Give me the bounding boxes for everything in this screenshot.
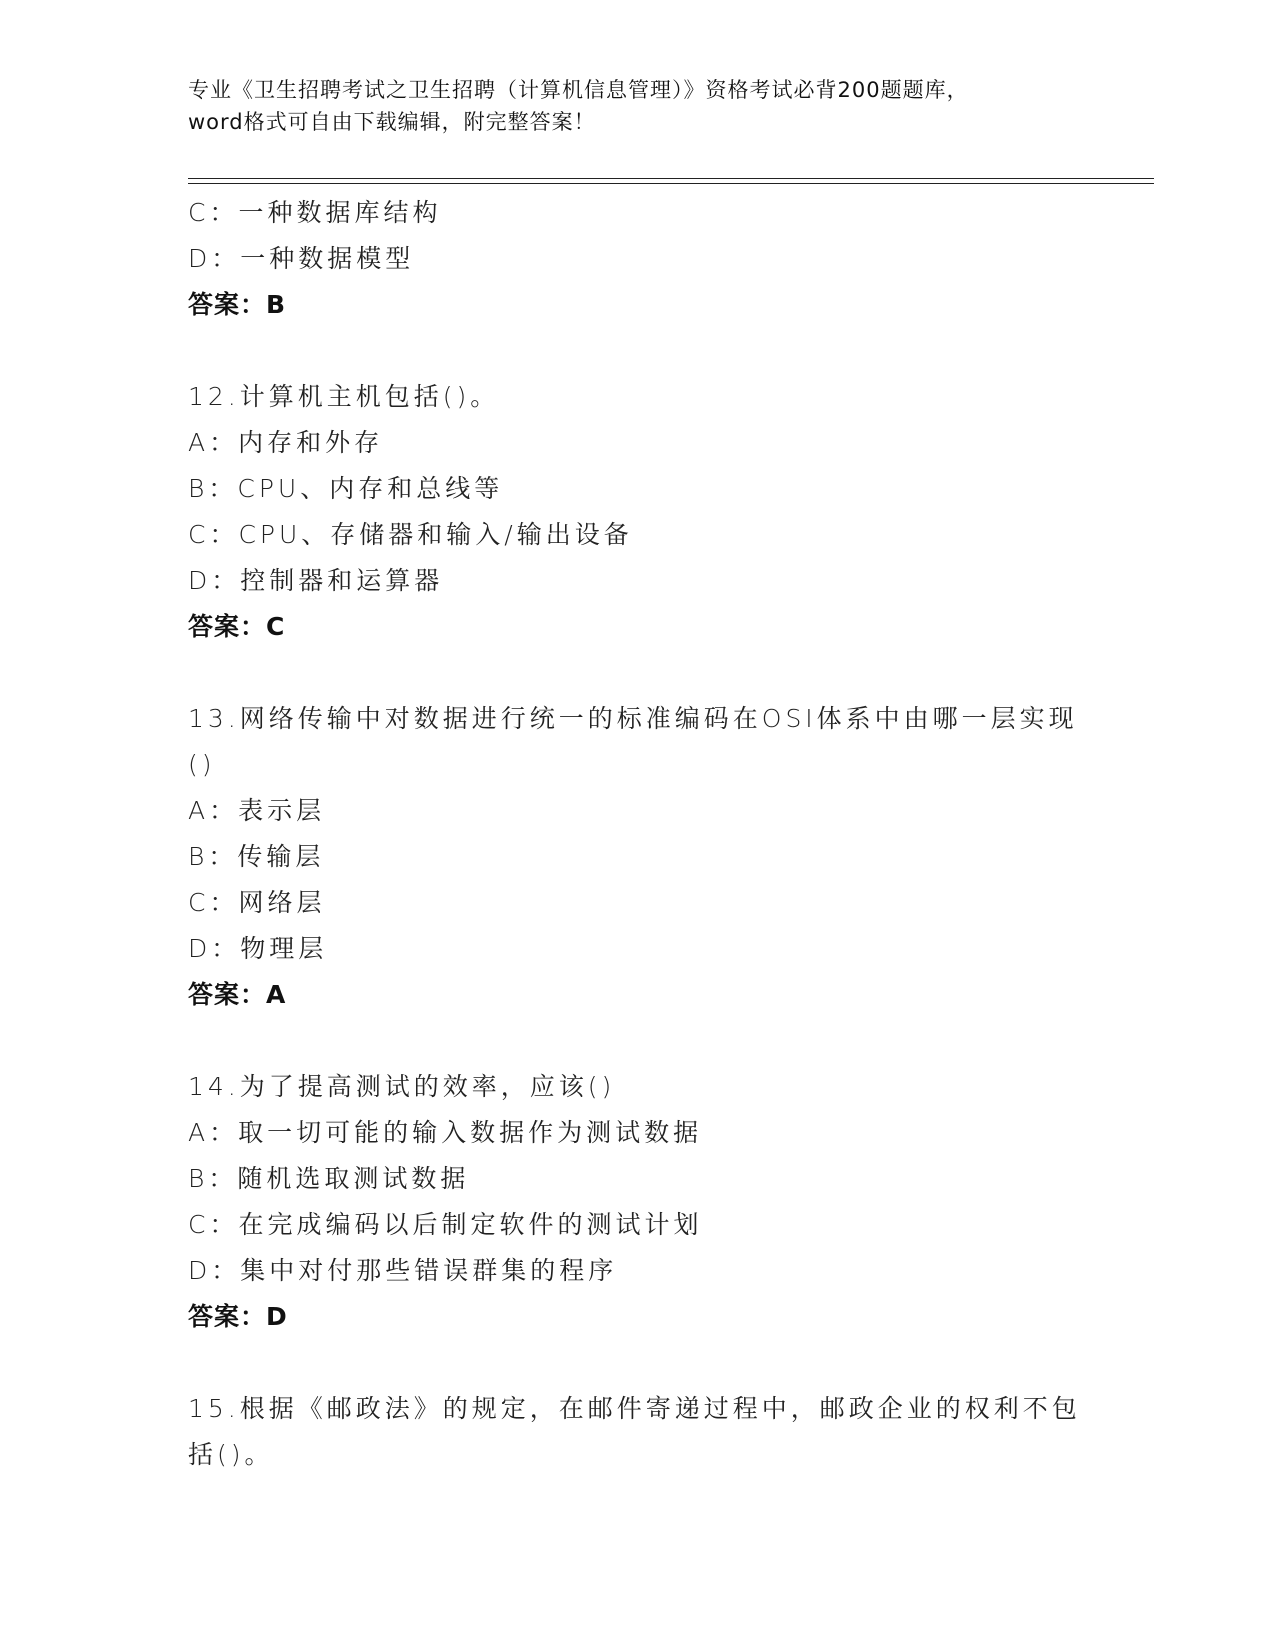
q12-option-c: C：CPU、存储器和输入/输出设备	[188, 520, 633, 549]
spacer	[188, 650, 1088, 696]
header-title-line-2: word格式可自由下载编辑，附完整答案！	[188, 110, 596, 134]
q11-option-c: C：一种数据库结构	[188, 198, 442, 227]
header-title-line-1: 专业《卫生招聘考试之卫生招聘（计算机信息管理）》资格考试必背200题题库，	[188, 78, 969, 102]
q14-question: 14.为了提高测试的效率，应该()	[188, 1072, 616, 1101]
spacer	[188, 1018, 1088, 1064]
q13-option-b: B：传输层	[188, 842, 325, 871]
header-divider-bottom	[188, 183, 1154, 184]
q15-question-line-1: 15.根据《邮政法》的规定，在邮件寄递过程中，邮政企业的权利不包	[188, 1394, 1081, 1423]
document-header	[188, 74, 1118, 138]
q11-answer: 答案：B	[188, 290, 287, 319]
q11-option-d: D：一种数据模型	[188, 244, 415, 273]
q12-answer: 答案：C	[188, 612, 286, 641]
q14-option-a: A：取一切可能的输入数据作为测试数据	[188, 1118, 703, 1147]
header-divider-top	[188, 178, 1154, 179]
q14-option-b: B：随机选取测试数据	[188, 1164, 470, 1193]
q13-option-a: A：表示层	[188, 796, 326, 825]
q13-option-d: D：物理层	[188, 934, 328, 963]
q12-option-b: B：CPU、内存和总线等	[188, 474, 504, 503]
spacer	[188, 1340, 1088, 1386]
q13-question-line-2: ()	[188, 750, 216, 779]
q14-answer: 答案：D	[188, 1302, 288, 1331]
q15-question-line-2: 括()。	[188, 1440, 274, 1469]
question-list	[188, 190, 1088, 1478]
q12-option-a: A：内存和外存	[188, 428, 384, 457]
q13-question-line-1: 13.网络传输中对数据进行统一的标准编码在OSI体系中由哪一层实现	[188, 704, 1078, 733]
q14-option-c: C：在完成编码以后制定软件的测试计划	[188, 1210, 703, 1239]
q12-option-d: D：控制器和运算器	[188, 566, 444, 595]
q14-option-d: D：集中对付那些错误群集的程序	[188, 1256, 618, 1285]
spacer	[188, 328, 1088, 374]
q13-option-c: C：网络层	[188, 888, 326, 917]
q12-question: 12.计算机主机包括()。	[188, 382, 500, 411]
q13-answer: 答案：A	[188, 980, 287, 1009]
